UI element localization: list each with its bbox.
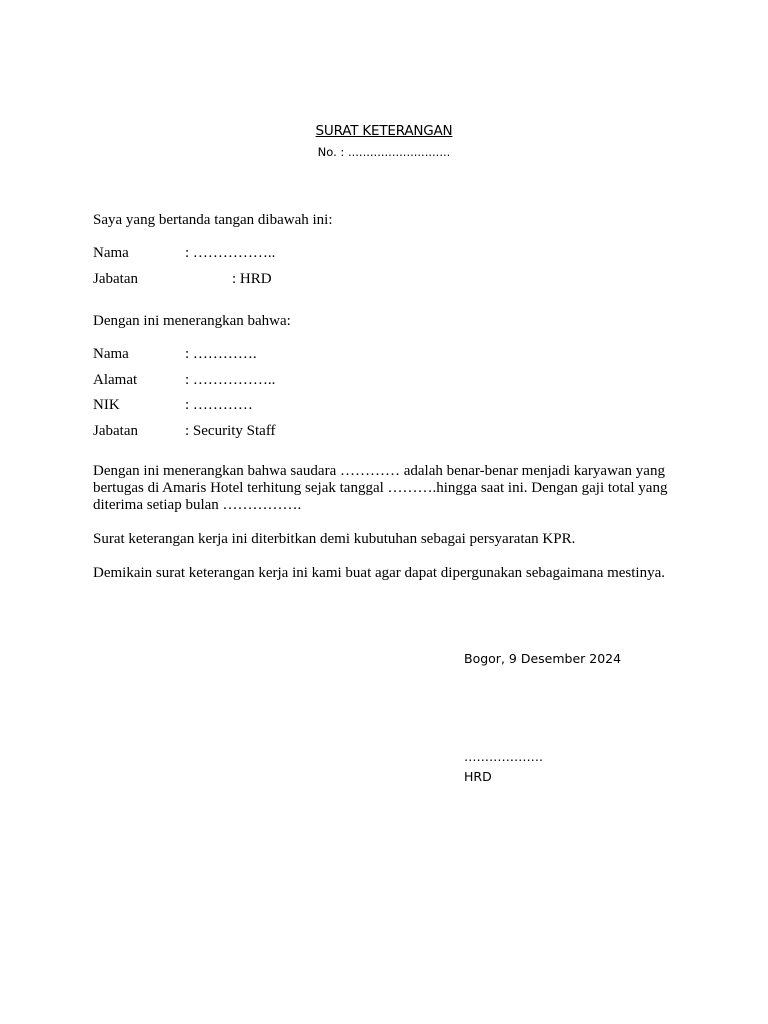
paragraph-employment: Dengan ini menerangkan bahwa saudara ………… adalah benar-benar menjadi karyawan yang bertugas di Amaris Hotel terhitung sejak tanggal ……….hingga saat ini. Dengan gaji total yang diterima setiap bulan …………….	[93, 463, 668, 513]
place-date: Bogor, 9 Desember 2024	[464, 651, 622, 666]
employee-address-label: Alamat	[93, 372, 138, 388]
signer-name-value: : ……………..	[185, 245, 276, 261]
employee-nik-value: : …………	[185, 397, 253, 413]
employee-address-value: : ……………..	[185, 372, 276, 388]
signature-line: ……………….	[464, 749, 543, 764]
employee-position-row	[93, 422, 276, 440]
employee-name-value: : ………….	[185, 346, 257, 362]
employee-position-value: : Security Staff	[185, 423, 276, 439]
statement-intro: Dengan ini menerangkan bahwa:	[93, 313, 291, 329]
employee-nik-label: NIK	[93, 397, 120, 413]
signature-role: HRD	[464, 769, 492, 784]
paragraph-closing: Demikain surat keterangan kerja ini kami buat agar dapat dipergunakan sebagaimana mestinya.	[93, 565, 666, 581]
employee-address-row	[93, 371, 275, 389]
document-number: No. : ............................	[317, 145, 451, 159]
paragraph-purpose: Surat keterangan kerja ini diterbitkan demi kubutuhan sebagai persyaratan KPR.	[93, 531, 576, 547]
employee-name-row	[93, 345, 257, 363]
document-title: SURAT KETERANGAN	[315, 123, 453, 139]
signer-position-label: Jabatan	[93, 271, 138, 287]
signer-name-row	[93, 244, 275, 262]
employee-nik-row	[93, 396, 253, 414]
signer-name-label: Nama	[93, 245, 129, 261]
signer-position-value: : HRD	[232, 271, 272, 287]
employee-position-label: Jabatan	[93, 423, 138, 439]
intro-line: Saya yang bertanda tangan dibawah ini:	[93, 212, 333, 228]
signer-position-row	[93, 270, 272, 288]
employee-name-label: Nama	[93, 346, 129, 362]
